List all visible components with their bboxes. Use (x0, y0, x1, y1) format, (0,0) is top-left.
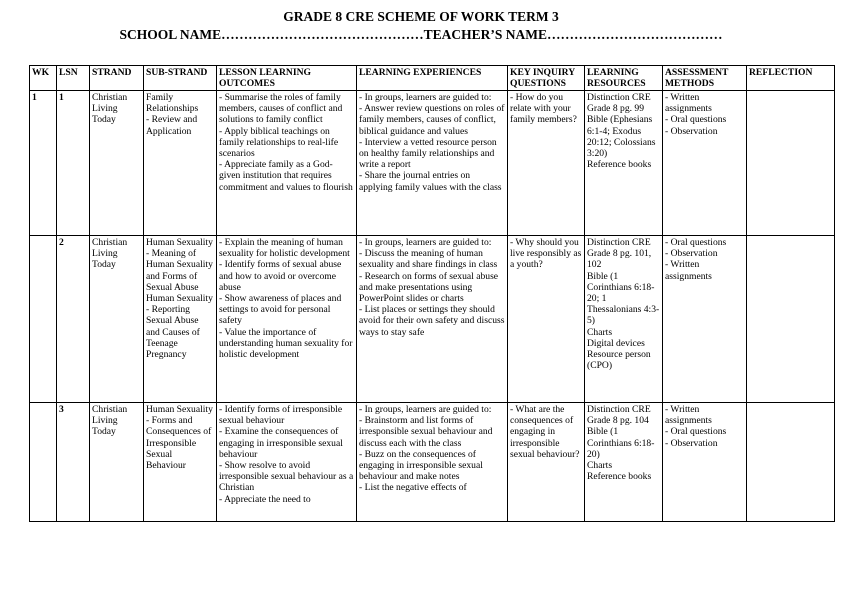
resource-item: Distinction CRE Grade 8 pg. 104 (587, 404, 651, 427)
assessment-item: - Oral questions (665, 114, 727, 126)
col-header-reflection: REFLECTION (747, 66, 835, 91)
experience-item: - Discuss the meaning of human sexuality and share findings in class (359, 248, 498, 271)
experience-item: - Buzz on the consequences of engaging in irresponsible sexual behaviour and make notes (359, 448, 483, 483)
cell-questions: - Why should you live responsibly as a youth? (508, 236, 585, 403)
resource-item: Reference books (587, 159, 652, 171)
cell-substrand (144, 236, 217, 403)
outcome-item: - Examine the consequences of engaging in irresponsible sexual behaviour (219, 426, 343, 460)
outcome-item: - Explain the meaning of human sexuality for holistic development (219, 237, 350, 260)
cell-substrand (144, 91, 217, 236)
cell-reflection (747, 403, 835, 522)
cell-experiences (357, 91, 508, 236)
assessment-item: - Oral questions (665, 237, 727, 248)
substrand-line: Human Sexuality - Meaning of Human Sexuality and Forms of Sexual Abuse (146, 237, 213, 293)
cell-strand: Christian Living Today (90, 91, 144, 236)
cell-reflection (747, 236, 835, 403)
table-row (30, 403, 835, 522)
cell-outcomes (217, 236, 357, 403)
school-teacher-line: SCHOOL NAME………………………………………TEACHER’S NAME………………………………… (119, 27, 723, 42)
substrand-line: - Review and Application (146, 114, 198, 137)
cell-wk (30, 236, 57, 403)
cell-lsn: 3 (57, 403, 90, 522)
assessment-item: - Observation (665, 248, 718, 260)
resource-item: Reference books (587, 471, 652, 483)
outcome-item: - Value the importance of understanding human sexuality for holistic development (219, 326, 353, 361)
cell-questions: - What are the consequences of engaging in irresponsible sexual behaviour? (508, 403, 585, 522)
col-header-lsn: LSN (57, 66, 90, 91)
resource-item: Bible (1 Corinthians 6:18-20; 1 Thessalonians 4:3-5) (587, 270, 660, 327)
col-header-resources: LEARNING RESOURCES (585, 66, 663, 91)
table-header-row (30, 66, 835, 91)
col-header-substrand: SUB-STRAND (144, 66, 217, 91)
cell-resources (585, 403, 663, 522)
cell-strand: Christian Living Today (90, 403, 144, 522)
cell-assessment (663, 91, 747, 236)
cell-resources (585, 91, 663, 236)
experience-item: - Research on forms of sexual abuse and make presentations using PowerPoint slides or charts (359, 270, 499, 305)
cell-outcomes (217, 403, 357, 522)
resource-item: Charts (587, 326, 613, 338)
col-header-questions: KEY INQUIRY QUESTIONS (508, 66, 585, 91)
cell-questions: - How do you relate with your family members? (508, 91, 585, 236)
resource-item: Resource person (CPO) (587, 349, 651, 372)
cell-reflection (747, 91, 835, 236)
col-header-wk: WK (30, 66, 57, 91)
experience-item: - List places or settings they should avoid for their own safety and discuss ways to stay safe (359, 304, 505, 338)
assessment-item: - Written assignments (665, 404, 712, 427)
resource-item: Distinction CRE Grade 8 pg. 101, 102 (587, 237, 652, 271)
cell-lsn: 1 (57, 91, 90, 236)
experience-item: - Answer review questions on roles of family members, causes of conflict, biblical guidance and values (359, 103, 505, 137)
resource-item: Bible (1 Corinthians 6:18-20) (587, 426, 655, 460)
experience-item: - Share the journal entries on applying family values with the class (359, 170, 502, 193)
outcome-item: - Identify forms of irresponsible sexual behaviour (219, 404, 343, 427)
outcome-item: - Summarise the roles of family members, causes of conflict and solutions to family conflict (219, 92, 343, 126)
outcome-item: - Appreciate the need to (219, 493, 311, 505)
assessment-item: - Oral questions (665, 426, 727, 438)
table-row (30, 236, 835, 403)
cell-experiences (357, 403, 508, 522)
cell-wk: 1 (30, 91, 57, 236)
outcome-item: - Appreciate family as a God-given institution that requires commitment and values to flourish (219, 159, 353, 193)
assessment-item: - Written assignments (665, 259, 712, 282)
substrand-line: Family Relationships (146, 92, 199, 115)
cell-wk (30, 403, 57, 522)
experience-item: - In groups, learners are guided to: (359, 92, 492, 103)
cell-assessment (663, 236, 747, 403)
substrand-line: Human Sexuality - Forms and Consequences of Irresponsible Sexual Behaviour (146, 404, 213, 472)
cell-assessment (663, 403, 747, 522)
cell-resources (585, 236, 663, 403)
experience-item: - Brainstorm and list forms of irresponsible sexual behaviour and discuss each with the class (359, 415, 493, 449)
resource-item: Digital devices (587, 337, 645, 349)
experience-item: - List the negative effects of (359, 482, 467, 494)
col-header-outcomes: LESSON LEARNING OUTCOMES (217, 66, 357, 91)
col-header-experiences: LEARNING EXPERIENCES (357, 66, 508, 91)
col-header-strand: STRAND (90, 66, 144, 91)
col-header-assessment: ASSESSMENT METHODS (663, 66, 747, 91)
assessment-item: - Observation (665, 437, 718, 449)
resource-item: Distinction CRE Grade 8 pg. 99 (587, 92, 651, 115)
table-row (30, 91, 835, 236)
outcome-item: - Identify forms of sexual abuse and how to avoid or overcome abuse (219, 259, 342, 293)
cell-strand: Christian Living Today (90, 236, 144, 403)
assessment-item: - Observation (665, 125, 718, 137)
cell-experiences (357, 236, 508, 403)
experience-item: - In groups, learners are guided to: (359, 404, 492, 415)
experience-item: - Interview a vetted resource person on healthy family relationships and write a report (359, 136, 497, 171)
experience-item: - In groups, learners are guided to: (359, 237, 492, 248)
substrand-line: Human Sexuality - Reporting Sexual Abuse and Causes of Teenage Pregnancy (146, 293, 213, 361)
resource-item: Charts (587, 460, 613, 472)
outcome-item: - Apply biblical teachings on family relationships to real-life scenarios (219, 125, 339, 160)
cell-outcomes (217, 91, 357, 236)
outcome-item: - Show resolve to avoid irresponsible sexual behaviour as a Christian (219, 460, 354, 494)
cell-lsn: 2 (57, 236, 90, 403)
document-title: GRADE 8 CRE SCHEME OF WORK TERM 3 (283, 9, 559, 24)
outcome-item: - Show awareness of places and settings to avoid for personal safety (219, 293, 342, 327)
scheme-of-work-table (29, 65, 835, 522)
resource-item: Bible (Ephesians 6:1-4; Exodus 20:12; Colossians 3:20) (587, 114, 656, 160)
assessment-item: - Written assignments (665, 92, 712, 115)
cell-substrand (144, 403, 217, 522)
